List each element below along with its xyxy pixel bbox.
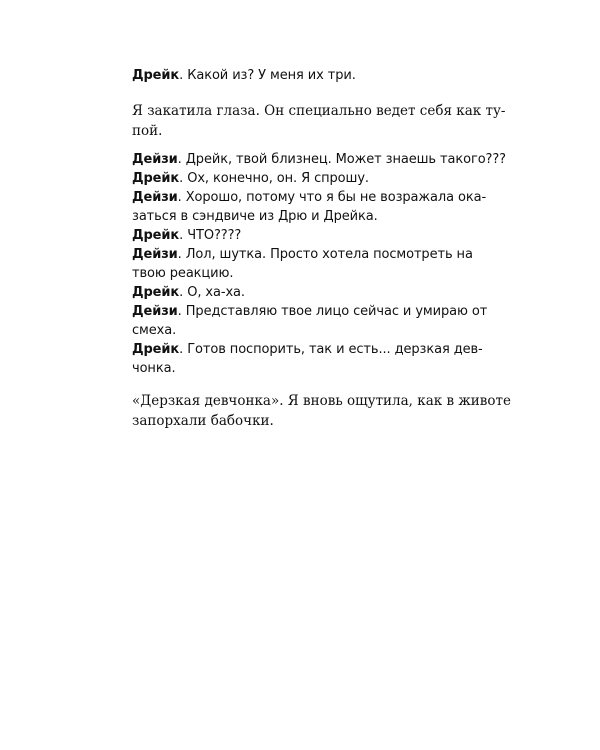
chat-line [132,66,478,85]
chat-message [132,302,488,340]
message-text: . О, ха-ха. [179,285,245,300]
message-text: . Готов поспорить, так и есть... дерзкая дев- [179,342,483,357]
chat-message [132,169,478,188]
speaker-name: Дрейк [132,68,180,83]
chat-exchange [132,150,506,378]
speaker-name: Дейзи [132,247,178,262]
narration-paragraph-2 [132,391,511,431]
chat-message [132,340,483,378]
chat-message [132,245,478,283]
speaker-name: Дейзи [132,152,178,167]
speaker-name: Дейзи [132,190,178,205]
chat-message [132,283,478,302]
speaker-name: Дрейк [132,342,180,357]
chat-message [132,188,487,226]
chat-message [132,150,506,169]
message-continuation: заться в сэндвиче из Дрю и Дрейка. [132,209,378,224]
speaker-name: Дрейк [132,285,180,300]
message-continuation: твою реакцию. [132,266,234,281]
message-text: . Хорошо, потому что я бы не возражала ока- [177,190,487,205]
narration-paragraph-1 [132,101,506,141]
speaker-name: Дрейк [132,171,180,186]
chat-opening [132,66,478,85]
message-text: . ЧТО???? [179,228,242,243]
narration-line: Я закатила глаза. Он специально ведет себя как ту- [132,103,506,119]
message-text: . Представляю твое лицо сейчас и умираю от [177,304,488,319]
message-text: . Дрейк, твой близнец. Может знаешь такого??? [177,152,506,167]
narration-line: пой. [132,123,163,139]
message-text: . Какой из? У меня их три. [179,68,356,83]
chat-message [132,226,478,245]
message-text: . Ох, конечно, он. Я спрошу. [179,171,369,186]
speaker-name: Дейзи [132,304,178,319]
message-text: . Лол, шутка. Просто хотела посмотреть на [177,247,473,262]
message-continuation: смеха. [132,323,177,338]
message-continuation: чонка. [132,361,176,376]
speaker-name: Дрейк [132,228,180,243]
narration-line: запорхали бабочки. [132,413,274,429]
narration-line: «Дерзкая девчонка». Я вновь ощутила, как в животе [132,393,511,409]
